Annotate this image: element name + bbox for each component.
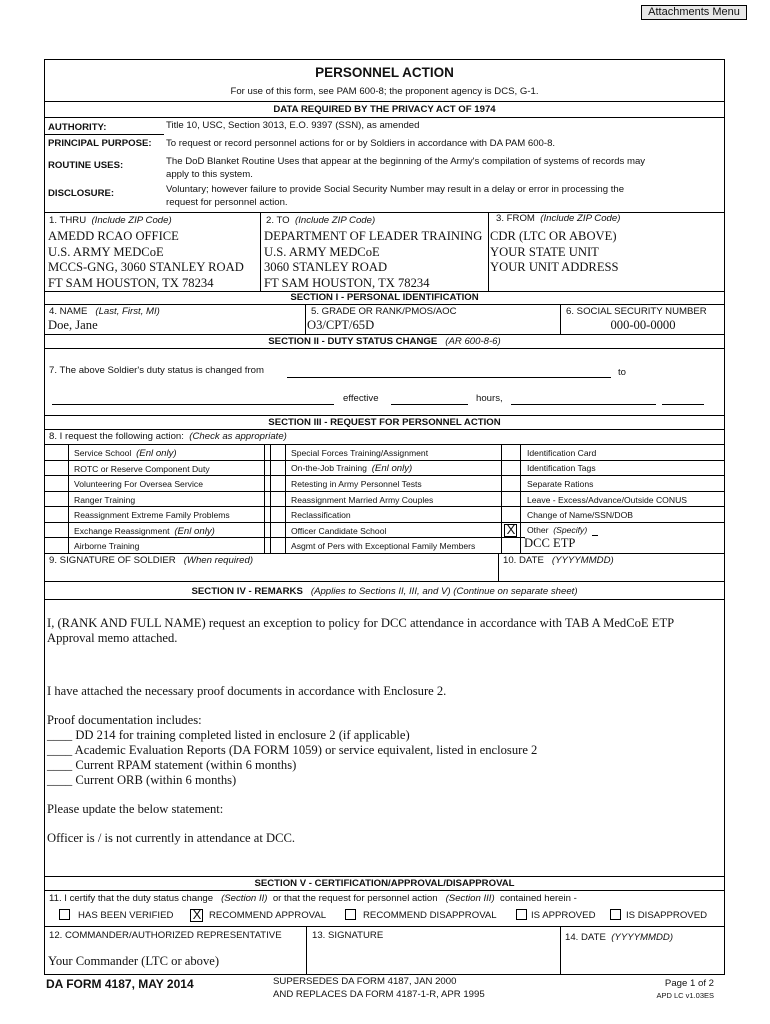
- supersedes-line2: AND REPLACES DA FORM 4187-1-R, APR 1995: [273, 989, 485, 1000]
- section4-title: SECTION IV - REMARKS (Applies to Sections II, III, and V) (Continue on separate sheet): [191, 586, 578, 597]
- option-reclassification[interactable]: Reclassification: [291, 510, 351, 520]
- supersedes-line1: SUPERSEDES DA FORM 4187, JAN 2000: [273, 976, 457, 987]
- signature-label-13: 13. SIGNATURE: [312, 930, 384, 941]
- option-separate-rations[interactable]: Separate Rations: [527, 479, 594, 489]
- option-volunteering-oversea[interactable]: Volunteering For Oversea Service: [74, 479, 203, 489]
- form-id: DA FORM 4187, MAY 2014: [46, 977, 194, 991]
- option-ocs[interactable]: Officer Candidate School: [291, 526, 387, 536]
- disclosure-label: DISCLOSURE:: [48, 188, 115, 199]
- date-label-14: 14. DATE (YYYYMMDD): [565, 932, 674, 943]
- routine-uses-text2: apply to this system.: [166, 169, 253, 180]
- option-retesting[interactable]: Retesting in Army Personnel Tests: [291, 479, 422, 489]
- ssn-field[interactable]: 000-00-0000: [610, 318, 676, 332]
- option-other[interactable]: Other (Specify): [527, 525, 588, 535]
- to-address[interactable]: DEPARTMENT OF LEADER TRAINING U.S. ARMY MEDCoE 3060 STANLEY ROAD FT SAM HOUSTON, TX 78234: [264, 229, 483, 290]
- recommend-disapproval-label: RECOMMEND DISAPPROVAL: [363, 910, 497, 921]
- to-word: to: [618, 367, 627, 378]
- date-label-10: 10. DATE (YYYYMMDD): [503, 555, 614, 566]
- is-approved-checkbox[interactable]: [516, 909, 527, 920]
- option-married-couples[interactable]: Reassignment Married Army Couples: [291, 495, 434, 505]
- option-exchange-reassignment[interactable]: Exchange Reassignment (Enl only): [74, 526, 215, 537]
- is-approved-label: IS APPROVED: [531, 910, 596, 921]
- section3-title: SECTION III - REQUEST FOR PERSONNEL ACTION: [268, 417, 501, 428]
- option-change-of-name[interactable]: Change of Name/SSN/DOB: [527, 510, 634, 520]
- disclosure-text1: Voluntary; however failure to provide Social Security Number may result in a delay or error in processing the: [166, 184, 625, 195]
- principal-purpose-text: To request or record personnel actions for or by Soldiers in accordance with DA PAM 600-8.: [166, 138, 556, 149]
- routine-uses-text1: The DoD Blanket Routine Uses that appear at the beginning of the Army's compilation of systems of records may: [166, 156, 646, 167]
- option-id-tags[interactable]: Identification Tags: [527, 463, 596, 473]
- section1-title: SECTION I - PERSONAL IDENTIFICATION: [290, 292, 479, 303]
- recommend-disapproval-checkbox[interactable]: [345, 909, 356, 920]
- option-id-card[interactable]: Identification Card: [527, 448, 597, 458]
- hours-field[interactable]: [511, 404, 656, 405]
- soldier-signature-label: 9. SIGNATURE OF SOLDIER (When required): [49, 555, 254, 566]
- effective-field[interactable]: [391, 404, 468, 405]
- form-subtitle: For use of this form, see PAM 600-8; the proponent agency is DCS, G-1.: [230, 86, 539, 97]
- authority-text: Title 10, USC, Section 3013, E.O. 9397 (SSN), as amended: [166, 120, 420, 131]
- option-leave[interactable]: Leave - Excess/Advance/Outside CONUS: [527, 495, 688, 505]
- to-label: 2. TO (Include ZIP Code): [266, 215, 376, 226]
- effective-word: effective: [343, 393, 379, 404]
- item8-label: 8. I request the following action: (Check as appropriate): [49, 431, 287, 442]
- has-been-verified-label: HAS BEEN VERIFIED: [78, 910, 174, 921]
- hours-word: hours,: [476, 393, 503, 404]
- routine-uses-label: ROUTINE USES:: [48, 160, 124, 171]
- recommend-approval-label: RECOMMEND APPROVAL: [209, 910, 327, 921]
- form-title: PERSONNEL ACTION: [315, 65, 454, 80]
- remarks-field[interactable]: I, (RANK AND FULL NAME) request an exception to policy for DCC attendance in accordance with TAB A MedCoE ETP Approval memo attached. I have attached the necessary proof documents in accordance with Enclosure 2. Proof documentation includes: ____ DD 214 for training completed listed in enclosure 2 (if applicable) ____ Academic Evaluation Reports (DA FORM 1059) or service equivalent, listed in enclosure 2 ____ Current RPAM statement (within 6 months) ____ Current ORB (within 6 months) Please update the below statement: Officer is / is not currently in attendance at DCC.: [47, 616, 675, 845]
- is-disapproved-checkbox[interactable]: [610, 909, 621, 920]
- has-been-verified-checkbox[interactable]: [59, 909, 70, 920]
- from-address[interactable]: CDR (LTC OR ABOVE) YOUR STATE UNIT YOUR UNIT ADDRESS: [490, 229, 619, 274]
- option-rotc-reserve[interactable]: ROTC or Reserve Component Duty: [74, 464, 210, 474]
- option-special-forces[interactable]: Special Forces Training/Assignment: [291, 448, 429, 458]
- option-reassignment-family[interactable]: Reassignment Extreme Family Problems: [74, 510, 230, 520]
- attachments-menu-button[interactable]: Attachments Menu: [641, 5, 747, 20]
- section2-title: SECTION II - DUTY STATUS CHANGE (AR 600-8-6): [268, 336, 501, 347]
- option-airborne-training[interactable]: Airborne Training: [74, 541, 140, 551]
- section5-title: SECTION V - CERTIFICATION/APPROVAL/DISAPPROVAL: [254, 878, 515, 889]
- grade-field[interactable]: O3/CPT/65D: [307, 318, 375, 332]
- disclosure-text2: request for personnel action.: [166, 197, 288, 208]
- to-status-field[interactable]: [52, 404, 334, 405]
- name-label: 4. NAME (Last, First, MI): [49, 306, 160, 317]
- commander-field[interactable]: Your Commander (LTC or above): [48, 954, 220, 968]
- commander-label: 12. COMMANDER/AUTHORIZED REPRESENTATIVE: [49, 930, 282, 941]
- grade-label: 5. GRADE OR RANK/PMOS/AOC: [311, 306, 457, 317]
- thru-label: 1. THRU (Include ZIP Code): [49, 215, 172, 226]
- option-ranger-training[interactable]: Ranger Training: [74, 495, 136, 505]
- principal-purpose-label: PRINCIPAL PURPOSE:: [48, 138, 152, 149]
- item11-text: 11. I certify that the duty status change (Section II) or that the request for personnel action (Section III) contained herein -: [49, 893, 577, 904]
- recommend-approval-check-mark: X: [192, 907, 202, 922]
- duty-status-line: 7. The above Soldier's duty status is changed from: [49, 365, 264, 376]
- option-ojt[interactable]: On-the-Job Training (Enl only): [291, 463, 413, 474]
- page-number: Page 1 of 2: [664, 978, 714, 989]
- other-check-mark: X: [506, 522, 516, 537]
- name-field[interactable]: Doe, Jane: [48, 318, 98, 332]
- thru-address[interactable]: AMEDD RCAO OFFICE U.S. ARMY MEDCoE MCCS-GNG, 3060 STANLEY ROAD FT SAM HOUSTON, TX 78234: [48, 229, 244, 290]
- from-label: 3. FROM (Include ZIP Code): [496, 213, 621, 224]
- other-specify-field[interactable]: DCC ETP: [524, 536, 576, 550]
- is-disapproved-label: IS DISAPPROVED: [626, 910, 708, 921]
- authority-label: AUTHORITY:: [48, 122, 107, 133]
- privacy-header: DATA REQUIRED BY THE PRIVACY ACT OF 1974: [273, 104, 496, 115]
- option-exceptional-family[interactable]: Asgmt of Pers with Exceptional Family Members: [291, 541, 476, 551]
- ssn-label: 6. SOCIAL SECURITY NUMBER: [566, 306, 707, 317]
- version: APD LC v1.03ES: [656, 991, 714, 1000]
- from-status-field[interactable]: [287, 377, 611, 378]
- option-service-school[interactable]: Service School (Enl only): [74, 448, 177, 459]
